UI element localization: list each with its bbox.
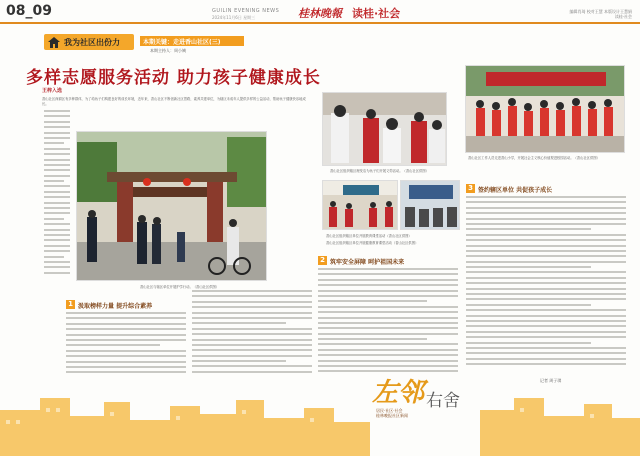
text-line — [44, 132, 70, 134]
text-line — [466, 331, 626, 333]
text-line — [192, 317, 312, 319]
text-line — [466, 304, 591, 306]
text-line — [44, 266, 70, 268]
issue-date: 2024年11月6日 星期三 — [212, 15, 256, 20]
text-line — [466, 250, 626, 252]
text-line — [318, 295, 458, 297]
column-logo-secondary: 右舍 — [426, 391, 460, 411]
text-line — [44, 272, 70, 274]
text-line — [318, 360, 458, 362]
text-line — [466, 218, 626, 220]
section-title-3: 签约辖区单位 共促孩子成长 — [478, 187, 553, 194]
text-line — [44, 121, 70, 123]
text-line — [44, 196, 70, 198]
text-line — [466, 255, 626, 257]
text-line — [44, 239, 70, 241]
text-line — [44, 159, 70, 161]
text-line — [466, 207, 626, 209]
text-line — [192, 365, 312, 367]
text-line — [466, 358, 626, 360]
text-line — [44, 126, 70, 128]
text-line — [466, 363, 626, 365]
page-headline: 多样志愿服务活动 助力孩子健康成长 — [26, 68, 321, 88]
text-line — [466, 288, 626, 290]
text-line — [466, 234, 626, 236]
section-title-2: 筑牢安全屏障 呵护祖国未来 — [330, 259, 405, 266]
section-number-3: 3 — [466, 184, 475, 193]
text-line — [466, 336, 626, 338]
text-line — [44, 191, 70, 193]
text-line — [192, 349, 312, 351]
text-line — [466, 201, 626, 203]
text-line — [318, 279, 458, 281]
body-text-left-narrow — [44, 110, 70, 280]
text-line — [466, 347, 626, 349]
text-line — [44, 229, 70, 231]
section-name: 读桂·社会 — [352, 7, 401, 20]
lead-paragraph: 香山社区深耕区有多种群体，为了给孩子们构建良好的成长环境，近年来，香山社区不断创新社区思路，素养共建单位，为辖区未成年人提供多样的公益活动，帮助孩子健康快乐地成长。 — [42, 97, 306, 107]
text-line — [44, 261, 70, 263]
text-line — [192, 333, 312, 335]
city-skyline-decoration — [0, 380, 640, 456]
text-line — [66, 317, 186, 319]
school-gate-illustration — [77, 132, 267, 281]
column-logo-main: 左邻 — [372, 378, 425, 408]
text-line — [66, 312, 186, 314]
paper-english-name: GUILIN EVENING NEWS — [212, 8, 280, 14]
text-line — [192, 322, 286, 324]
text-line — [466, 325, 626, 327]
text-line — [318, 273, 458, 275]
photo-classroom-1 — [322, 180, 398, 230]
text-line — [318, 290, 458, 292]
text-line — [318, 306, 458, 308]
text-line — [318, 300, 427, 302]
photo-classroom-2 — [400, 180, 460, 230]
column-subtitle: 本期关键：走进香山社区(三) — [143, 39, 221, 46]
caption-volunteer-line1: 香山社区工作人员走进香山小学，开展社会主义核心价值观进校园活动。（香山社区供图） — [468, 156, 600, 160]
column-byline: 本期主持人：周小姨 — [150, 48, 186, 53]
volunteer-illustration — [466, 66, 625, 153]
text-line — [44, 250, 70, 252]
text-line — [318, 268, 458, 270]
text-line — [192, 301, 312, 303]
text-line — [192, 306, 312, 308]
text-line — [318, 317, 458, 319]
text-line — [66, 334, 186, 336]
body-text-section1-col1 — [66, 312, 186, 380]
text-line — [44, 256, 64, 258]
text-line — [466, 298, 626, 300]
text-line — [192, 290, 312, 292]
text-line — [192, 360, 286, 362]
text-line — [192, 328, 312, 330]
text-line — [44, 185, 70, 187]
text-line — [44, 169, 70, 171]
text-line — [192, 371, 312, 373]
text-line — [466, 342, 591, 344]
text-line — [466, 352, 626, 354]
text-line — [44, 202, 70, 204]
classroom-illustration-2 — [401, 181, 460, 230]
text-line — [466, 315, 626, 317]
text-line — [192, 295, 312, 297]
text-line — [66, 350, 186, 352]
text-line — [66, 355, 186, 357]
section-number-1: 1 — [66, 300, 75, 309]
text-line — [44, 115, 70, 117]
text-line — [192, 339, 312, 341]
text-line — [192, 344, 312, 346]
text-line — [44, 110, 70, 112]
text-line — [44, 223, 70, 225]
text-line — [44, 234, 70, 236]
text-line — [318, 343, 458, 345]
text-line — [44, 153, 70, 155]
text-line — [192, 312, 312, 314]
text-line — [466, 261, 626, 263]
text-line — [318, 322, 458, 324]
text-line — [66, 344, 160, 346]
text-line — [466, 271, 626, 273]
text-line — [466, 223, 626, 225]
text-line — [44, 245, 70, 247]
body-text-section1-col2 — [192, 290, 312, 380]
text-line — [318, 365, 458, 367]
text-line — [66, 323, 186, 325]
text-line — [44, 148, 70, 150]
text-line — [466, 277, 626, 279]
text-line — [66, 366, 186, 368]
text-line — [44, 212, 70, 214]
text-line — [66, 361, 186, 363]
caption-haircut: 香山社区组织辖区理发店为孩子们开展义剪活动。（香山社区供图） — [330, 169, 429, 173]
text-line — [466, 266, 591, 268]
reporter-credit: 记者 周子琪 — [540, 378, 562, 383]
column-logo-subtitle: 居民·社区·社会 桂林晚报社区新闻 — [376, 408, 408, 418]
text-line — [466, 320, 626, 322]
text-line — [66, 328, 186, 330]
text-line — [318, 284, 458, 286]
body-text-section3 — [466, 196, 626, 372]
text-line — [44, 164, 70, 166]
text-line — [44, 175, 70, 177]
author-credit: 王梓入选 — [42, 88, 63, 94]
text-line — [466, 228, 591, 230]
text-line — [44, 207, 70, 209]
text-line — [318, 333, 458, 335]
column-tag-label: 我为社区出份力 — [64, 38, 120, 47]
photo-school-gate — [76, 131, 267, 281]
text-line — [192, 355, 312, 357]
page-header — [0, 0, 640, 24]
caption-school-gate: 香山社区与辖区单位开展护学行动。（香山社区供图） — [140, 285, 220, 289]
section-number-2: 2 — [318, 256, 327, 265]
header-credits: 编辑肖琦 校对王慧 本版设计王慧娟 读桂·社会 — [569, 9, 632, 19]
text-line — [466, 239, 626, 241]
text-line — [318, 338, 427, 340]
text-line — [44, 137, 70, 139]
text-line — [318, 311, 458, 313]
haircut-illustration — [323, 93, 447, 166]
body-text-section2 — [318, 268, 458, 380]
text-line — [466, 196, 626, 198]
text-line — [44, 180, 64, 182]
photo-haircut — [322, 92, 447, 166]
text-line — [44, 142, 64, 144]
text-line — [466, 309, 626, 311]
text-line — [466, 212, 626, 214]
classroom-illustration-1 — [323, 181, 398, 230]
text-line — [318, 327, 458, 329]
text-line — [466, 282, 626, 284]
caption-classroom-2: 香山社区组织辖区单位开展健康教育课堂活动（香山社区供图） — [326, 241, 419, 245]
photo-volunteer — [465, 65, 625, 153]
text-line — [318, 354, 458, 356]
text-line — [66, 371, 186, 373]
text-line — [318, 349, 458, 351]
text-line — [466, 293, 626, 295]
text-line — [44, 218, 64, 220]
page-numbers: 08_09 — [6, 3, 52, 19]
house-icon — [47, 36, 61, 48]
section-title-1: 汲取榜样力量 提升综合素养 — [78, 303, 153, 310]
paper-brand: 桂林晚報 — [298, 7, 342, 20]
caption-classroom-1: 香山社区组织辖区单位开展教育课堂活动（香山社区供图） — [326, 234, 412, 238]
text-line — [466, 245, 626, 247]
text-line — [66, 339, 186, 341]
